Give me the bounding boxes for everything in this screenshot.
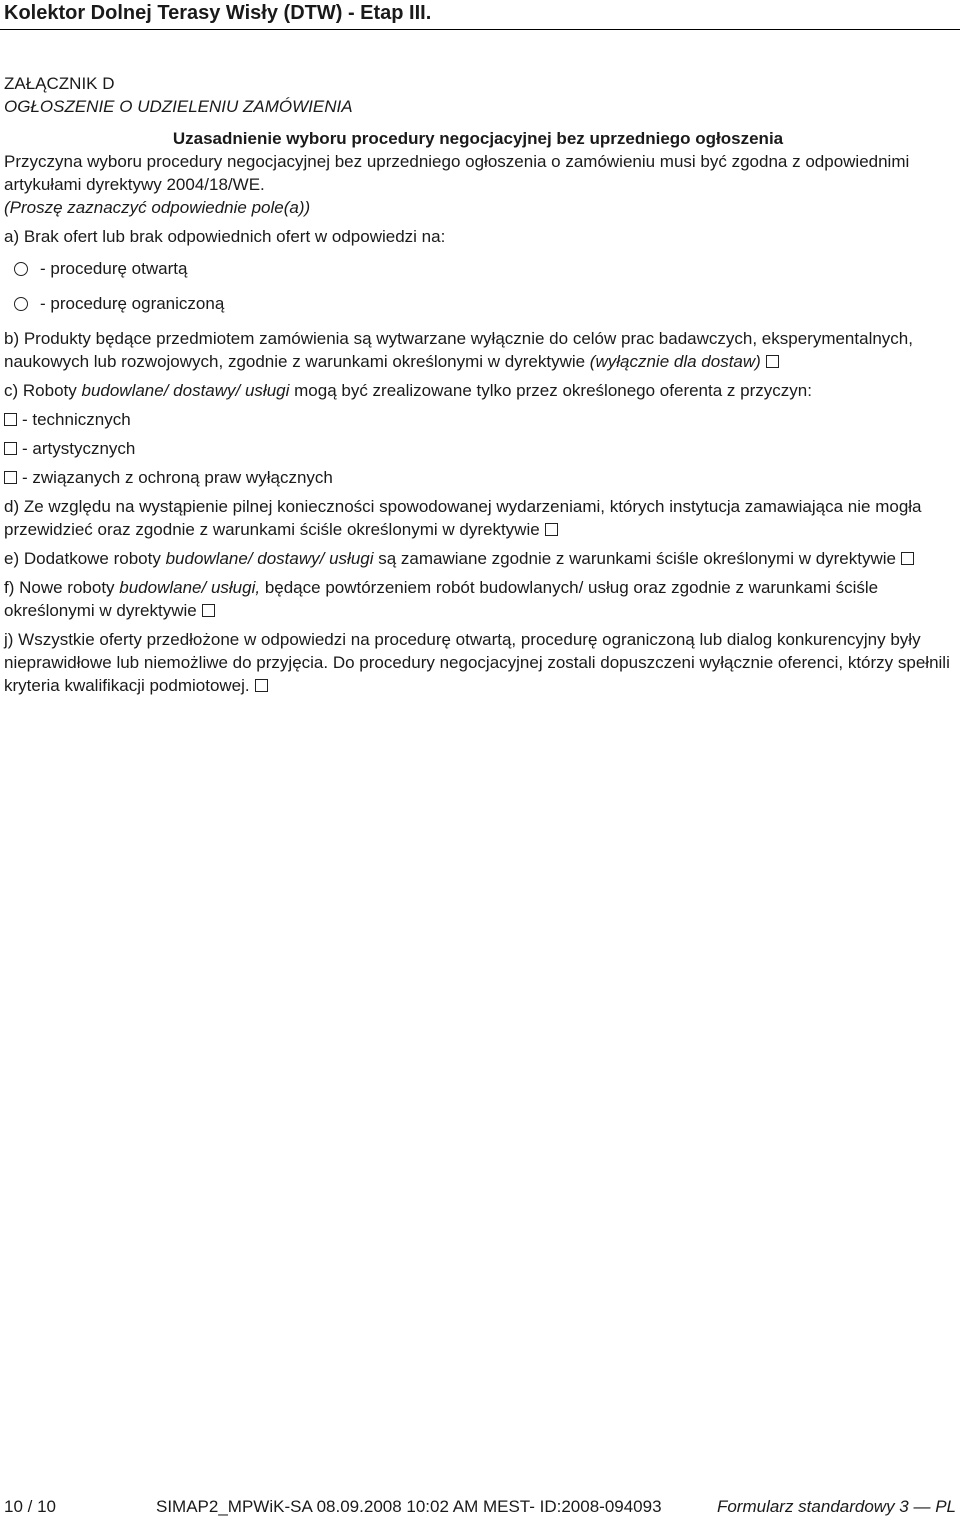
option-exclusive-rights[interactable] xyxy=(4,466,952,489)
option-open-procedure[interactable] xyxy=(4,257,952,280)
item-c-suffix: mogą być zrealizowane tylko przez określonego oferenta z przyczyn: xyxy=(289,381,812,400)
option-exclusive-rights-label: - związanych z ochroną praw wyłącznych xyxy=(22,468,333,487)
option-technical[interactable] xyxy=(4,408,952,431)
checkbox-item-d[interactable] xyxy=(545,523,558,536)
item-d-text: d) Ze względu na wystąpienie pilnej konieczności spowodowanej wydarzeniami, których instytucja zamawiająca nie mogła przewidzieć oraz zgodnie z warunkami ściśle określonymi w dyrektywie xyxy=(4,497,922,539)
radio-restricted-procedure[interactable] xyxy=(14,297,28,311)
checkbox-technical[interactable] xyxy=(4,413,17,426)
checkbox-artistic[interactable] xyxy=(4,442,17,455)
item-j-text: j) Wszystkie oferty przedłożone w odpowiedzi na procedurę otwartą, procedurę ograniczoną lub dialog konkurencyjny były nieprawidłowe lub niemożliwe do przyjęcia. Do procedury negocjacyjnej zostali dopuszczeni wyłącznie oferenci, którzy spełnili kryteria kwalifikacji podmiotowej. xyxy=(4,630,950,695)
item-e-prefix: e) Dodatkowe roboty xyxy=(4,549,166,568)
annex-subtitle: OGŁOSZENIE O UDZIELENIU ZAMÓWIENIA xyxy=(4,97,353,116)
section-instruction: (Proszę zaznaczyć odpowiednie pole(a)) xyxy=(4,198,311,217)
header-divider xyxy=(0,29,960,30)
item-e-italic: budowlane/ dostawy/ usługi xyxy=(165,549,374,568)
section-intro: Przyczyna wyboru procedury negocjacyjnej bez uprzedniego ogłoszenia o zamówieniu musi być zgodna z odpowiednimi artykułami dyrektywy 2004/18/WE. xyxy=(4,152,910,194)
checkbox-item-b[interactable] xyxy=(766,355,779,368)
checkbox-item-j[interactable] xyxy=(255,679,268,692)
footer-page-number: 10 / 10 xyxy=(4,1497,56,1516)
option-open-procedure-label: - procedurę otwartą xyxy=(40,259,188,278)
footer-form-name: Formularz standardowy 3 — PL xyxy=(716,1497,956,1516)
checkbox-item-f[interactable] xyxy=(202,604,215,617)
item-b-text: b) Produkty będące przedmiotem zamówienia są wytwarzane wyłącznie do celów prac badawczych, eksperymentalnych, naukowych lub rozwojowych, zgodnie z warunkami określonymi w dyrektywie xyxy=(4,329,913,371)
document-body xyxy=(4,72,952,697)
page-footer xyxy=(4,1496,956,1518)
checkbox-item-e[interactable] xyxy=(901,552,914,565)
item-b-note: (wyłącznie dla dostaw) xyxy=(589,352,761,371)
item-j xyxy=(4,628,952,697)
footer-document-id: SIMAP2_MPWiK-SA 08.09.2008 10:02 AM MEST- ID:2008-094093 xyxy=(156,1497,662,1516)
item-f-italic: budowlane/ usługi, xyxy=(119,578,261,597)
item-f-prefix: f) Nowe roboty xyxy=(4,578,120,597)
option-artistic[interactable] xyxy=(4,437,952,460)
document-header-title: Kolektor Dolnej Terasy Wisły (DTW) - Etap III. xyxy=(4,2,432,24)
option-restricted-procedure-label: - procedurę ograniczoną xyxy=(40,294,225,313)
item-e xyxy=(4,547,952,570)
option-artistic-label: - artystycznych xyxy=(22,439,136,458)
option-restricted-procedure[interactable] xyxy=(4,292,952,315)
annex-label: ZAŁĄCZNIK D xyxy=(4,74,115,93)
item-e-suffix: są zamawiane zgodnie z warunkami ściśle określonymi w dyrektywie xyxy=(373,549,896,568)
item-b xyxy=(4,327,952,373)
item-c xyxy=(4,379,952,402)
item-c-prefix: c) Roboty xyxy=(4,381,82,400)
section-title: Uzasadnienie wyboru procedury negocjacyjnej bez uprzedniego ogłoszenia xyxy=(172,129,784,148)
item-f-suffix: będące powtórzeniem robót budowlanych/ usług oraz zgodnie z warunkami ściśle określonymi w dyrektywie xyxy=(4,578,879,620)
item-c-italic: budowlane/ dostawy/ usługi xyxy=(81,381,290,400)
item-f xyxy=(4,576,952,622)
item-a-text: a) Brak ofert lub brak odpowiednich ofert w odpowiedzi na: xyxy=(4,227,446,246)
item-d xyxy=(4,495,952,541)
radio-open-procedure[interactable] xyxy=(14,262,28,276)
option-technical-label: - technicznych xyxy=(22,410,131,429)
checkbox-exclusive-rights[interactable] xyxy=(4,471,17,484)
